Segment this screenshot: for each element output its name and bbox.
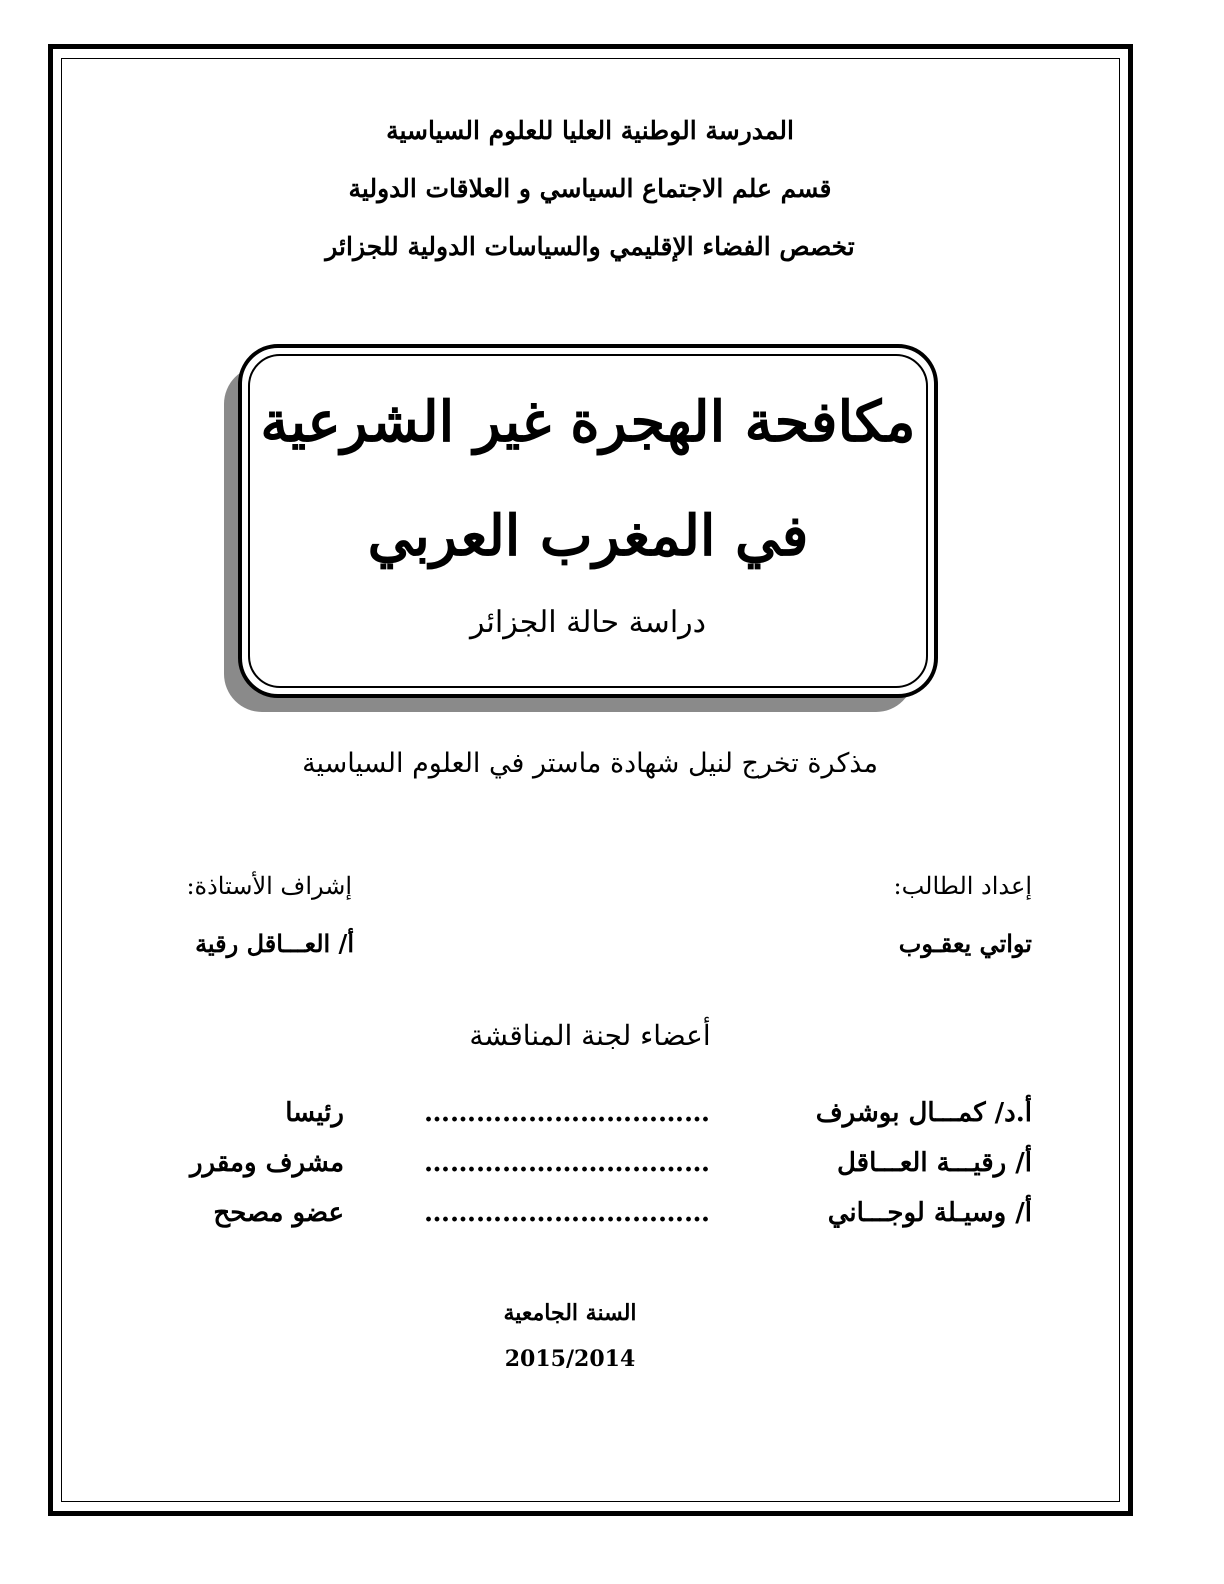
thesis-subtitle: دراسة حالة الجزائر (469, 605, 706, 640)
supervisor-name: أ/ العـــاقل رقية (195, 929, 354, 958)
committee-member-dots: …………………………… (424, 1100, 710, 1126)
thesis-title-line1: مكافحة الهجرة غير الشرعية (260, 389, 916, 455)
committee-member-dots: …………………………… (424, 1150, 710, 1176)
thesis-title-line2: في المغرب العربي (367, 503, 809, 569)
committee-member-dots: …………………………… (424, 1200, 710, 1226)
specialization: تخصص الفضاء الإقليمي والسياسات الدولية للجزائر (325, 232, 855, 261)
student-name: تواتي يعقـوب (898, 929, 1032, 958)
student-label: إعداد الطالب: (893, 872, 1032, 900)
academic-year-label: السنة الجامعية (503, 1300, 637, 1326)
committee-member-role: رئيسا (285, 1098, 344, 1128)
committee-member-role: مشرف ومقرر (189, 1148, 344, 1178)
committee-member-role: عضو مصحح (213, 1198, 344, 1228)
committee-member-name: أ.د/ كمـــال بوشرف (815, 1098, 1032, 1128)
academic-year-value: 2015/2014 (504, 1346, 636, 1372)
thesis-statement: مذكرة تخرج لنيل شهادة ماستر في العلوم السياسية (302, 748, 878, 779)
page-inner-border (61, 58, 1120, 1502)
supervisor-label: إشراف الأستاذة: (186, 872, 352, 900)
committee-member-name: أ/ رقيـــة العـــاقل (836, 1148, 1032, 1178)
school-name: المدرسة الوطنية العليا للعلوم السياسية (386, 116, 794, 145)
committee-title: أعضاء لجنة المناقشة (469, 1019, 711, 1052)
committee-member-name: أ/ وسيـلة لوجـــاني (827, 1198, 1032, 1228)
department-name: قسم علم الاجتماع السياسي و العلاقات الدولية (348, 174, 832, 203)
